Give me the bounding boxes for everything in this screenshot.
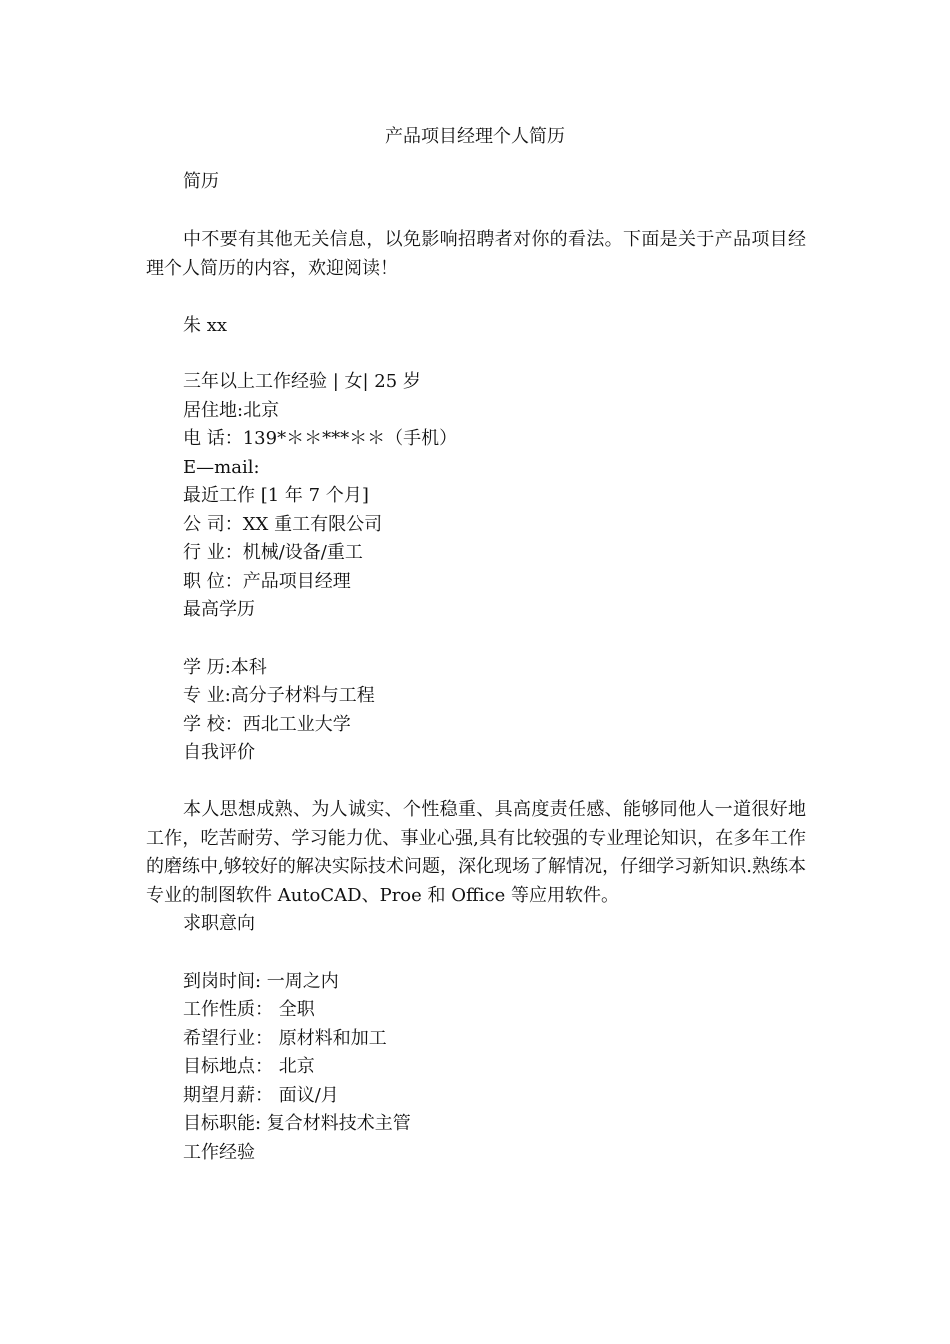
- phone: 电 话：139*＊＊***＊＊（手机）: [183, 428, 458, 449]
- education-degree: 学 历:本科: [183, 657, 267, 678]
- intent-salary: 期望月薪： 面议/月: [183, 1085, 339, 1106]
- candidate-name: 朱 xx: [183, 315, 228, 336]
- recent-work-company: 公 司：XX 重工有限公司: [183, 514, 383, 535]
- recent-work-heading: 最近工作 [1 年 7 个月]: [183, 485, 369, 506]
- education-school: 学 校：西北工业大学: [183, 714, 351, 735]
- heading-resume: 简历: [183, 171, 219, 192]
- experience-heading: 工作经验: [183, 1142, 255, 1163]
- intent-type: 工作性质： 全职: [183, 999, 315, 1020]
- intent-role: 目标职能: 复合材料技术主管: [183, 1113, 411, 1134]
- education-major: 专 业:高分子材料与工程: [183, 685, 375, 706]
- residence: 居住地:北京: [183, 400, 280, 421]
- self-eval-paragraph: 本人思想成熟、为人诚实、个性稳重、具高度责任感、能够同他人一道很好地工作，吃苦耐劳、学习能力优、事业心强,具有比较强的专业理论知识，在多年工作的磨练中,够较好的解决实际技术问题，深化现场了解情况，仔细学习新知识.熟练本专业的制图软件 AutoCAD、Proe 和 Office 等应用软件。: [146, 799, 806, 906]
- education-heading: 最高学历: [183, 599, 255, 620]
- recent-work-industry: 行 业：机械/设备/重工: [183, 542, 363, 563]
- intro-paragraph: 中不要有其他无关信息，以免影响招聘者对你的看法。下面是关于产品项目经理个人简历的内容，欢迎阅读！: [146, 229, 806, 279]
- self-eval-heading: 自我评价: [183, 742, 255, 763]
- intent-heading: 求职意向: [183, 913, 255, 934]
- intent-arrival: 到岗时间: 一周之内: [183, 971, 339, 992]
- intent-industry: 希望行业： 原材料和加工: [183, 1028, 387, 1049]
- document-title: 产品项目经理个人简历: [385, 126, 565, 147]
- intent-location: 目标地点： 北京: [183, 1056, 315, 1077]
- email: E—mail:: [183, 457, 260, 478]
- basic-summary: 三年以上工作经验 | 女| 25 岁: [183, 371, 421, 392]
- recent-work-position: 职 位：产品项目经理: [183, 571, 351, 592]
